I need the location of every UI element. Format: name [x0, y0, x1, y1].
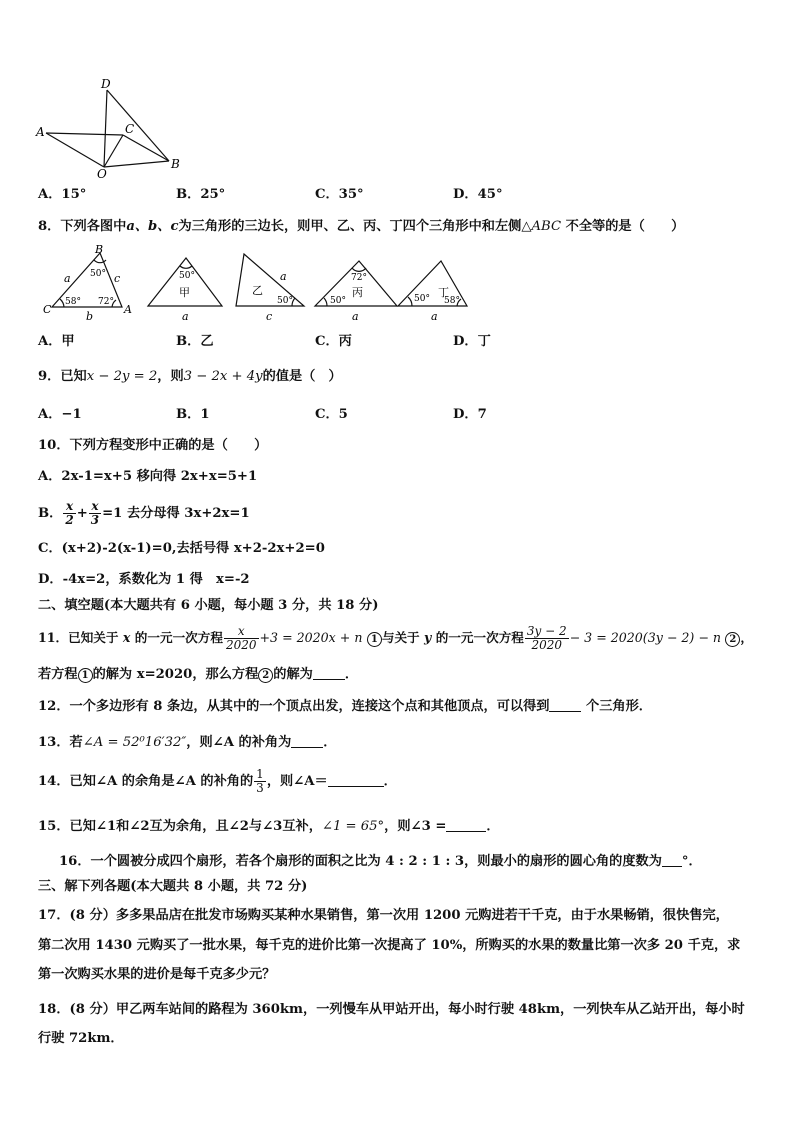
q11-v1: x — [122, 630, 131, 645]
q9-eq1: x − 2y = 2 — [86, 369, 158, 384]
q14 — [38, 764, 397, 800]
q10-option-d[interactable]: D．-4x=2，系数化为 1 得 x=-2 — [38, 572, 250, 587]
q13-post: ． — [323, 735, 337, 750]
q11-p7: ， — [740, 630, 753, 645]
q11-p4: 与关于 — [381, 630, 425, 645]
q11-p1: 11．已知关于 — [38, 630, 123, 645]
q14-frac-den: 3 — [256, 781, 264, 795]
jia-side: a — [182, 310, 189, 323]
q9-option-d[interactable]: D．7 — [453, 407, 487, 422]
q17-line2: 第二次用 1430 元购买了一批水果，每千克的进价比第一次提高了 10%，所购买的水果的数量比第一次多 20 千克，求 — [38, 938, 741, 953]
q15-mid: ，则∠3 = — [384, 819, 447, 834]
q12-post: 个三角形． — [581, 699, 652, 714]
ding-ang1: 50° — [414, 294, 430, 304]
jia-ang: 50° — [179, 271, 195, 281]
ding-ang2: 58° — [444, 296, 460, 306]
q9-eq2: 3 − 2x + 4y — [183, 369, 263, 384]
yi-side2: c — [266, 310, 273, 323]
abc-angC: 58° — [65, 297, 81, 307]
q9-option-a[interactable]: A．−1 — [38, 407, 82, 422]
q13-pre: 13．若 — [38, 735, 83, 750]
yi-name: 乙 — [252, 284, 263, 297]
q11-l2-circle-1: 1 — [78, 668, 93, 683]
q11-frac1-num: x — [224, 625, 259, 639]
q10-frac1-num: x — [63, 500, 75, 514]
q11-frac2 — [525, 625, 569, 652]
abc-angB: 50° — [90, 269, 106, 279]
q11-frac1-den: 2020 — [225, 638, 257, 652]
q9-option-b[interactable]: B．1 — [176, 407, 210, 422]
q15-post: ． — [486, 819, 500, 834]
q8-figures — [34, 244, 474, 324]
q8-stem — [38, 218, 684, 236]
label-A: A — [36, 125, 45, 139]
abc-a: a — [64, 272, 71, 285]
label-D: D — [101, 77, 111, 91]
q11-circle-1: 1 — [367, 632, 382, 647]
q11-l2d: 的解为 — [273, 667, 313, 682]
q10-frac1-den: 2 — [65, 513, 74, 527]
q11-p6: − 3 = 2020(3y − 2) − n — [569, 630, 721, 645]
label-B: B — [171, 157, 180, 171]
q14-post: ． — [383, 774, 397, 789]
q11-l2-circle-2: 2 — [258, 668, 273, 683]
q11-line1 — [38, 619, 753, 657]
q10-plus: + — [76, 506, 88, 521]
q7-figure — [30, 76, 190, 180]
ding-side: a — [431, 310, 438, 323]
q7-option-a[interactable]: A．15° — [38, 187, 87, 202]
q12-pre: 12．一个多边形有 8 条边，从其中的一个顶点出发，连接这个点和其他顶点，可以得到 — [38, 699, 550, 714]
bing-ang1: 72° — [351, 273, 367, 283]
abc-B: B — [95, 244, 104, 256]
q8-option-c[interactable]: C．丙 — [315, 334, 352, 349]
q11-p5: 的一元一次方程 — [431, 630, 524, 645]
q11-line2 — [38, 665, 358, 684]
label-O: O — [97, 167, 107, 180]
q11-v2: y — [424, 630, 432, 645]
bing-name: 丙 — [352, 286, 363, 299]
bing-side: a — [352, 310, 359, 323]
q14-answer-blank[interactable] — [328, 772, 384, 787]
q17-line1: 17．(8 分）多多果品店在批发市场购买某种水果销售，第一次用 1200 元购进若干千克，由于水果畅销，很快售完， — [38, 908, 729, 923]
q10-frac2-den: 3 — [90, 513, 100, 527]
q14-mid: ，则∠A＝ — [266, 774, 328, 789]
bing-ang2: 50° — [330, 296, 346, 306]
q8-option-b[interactable]: B．乙 — [176, 334, 214, 349]
q16-answer-blank[interactable] — [662, 852, 682, 867]
abc-A: A — [124, 303, 132, 316]
q13-expr: ∠A = 52⁰16′32″ — [82, 735, 187, 750]
ding-name: 丁 — [438, 286, 449, 299]
q8-stem-end: 不全等的是（ ） — [565, 219, 685, 234]
q16-pre: 16．一个圆被分成四个扇形，若各个扇形的面积之比为 4 : 2 : 1 : 3，则最小的扇形的圆心角的度数为 — [59, 854, 662, 869]
section-3-heading: 三、解下列各题(本大题共 8 小题，共 72 分) — [38, 879, 308, 894]
q15 — [38, 817, 500, 836]
q10-frac2-num: x — [89, 500, 101, 514]
section-2-heading: 二、填空题(本大题共有 6 小题，每小题 3 分，共 18 分) — [38, 598, 379, 613]
q9-mid: ，则 — [157, 369, 184, 384]
q10-option-b[interactable] — [38, 496, 250, 532]
q11-answer-blank[interactable] — [313, 665, 345, 680]
abc-c: c — [114, 272, 121, 285]
q10-stem: 10．下列方程变形中正确的是（ ） — [38, 438, 268, 453]
jia-name: 甲 — [179, 286, 190, 299]
q16-post: °． — [681, 854, 702, 869]
q7-option-c[interactable]: C．35° — [315, 187, 364, 202]
q13-answer-blank[interactable] — [291, 733, 323, 748]
q10-frac1 — [63, 500, 75, 527]
q18-line1: 18．(8 分）甲乙两车站间的路程为 360km，一列慢车从甲站开出，每小时行驶 48km，一列快车从乙站开出，每小时 — [38, 1002, 745, 1017]
q10-option-c[interactable]: C．(x+2)-2(x-1)=0,去括号得 x+2-2x+2=0 — [38, 541, 325, 556]
q8-stem-post: 为三角形的三边长，则甲、乙、丙、丁四个三角形中和左侧 — [178, 219, 522, 234]
q11-circle-2: 2 — [725, 632, 740, 647]
yi-side1: a — [280, 270, 287, 283]
q15-answer-blank[interactable] — [446, 817, 486, 832]
q9-pre: 9．已知 — [38, 369, 87, 384]
q7-option-b[interactable]: B．25° — [176, 187, 226, 202]
q12 — [38, 697, 652, 716]
q11-frac1 — [224, 625, 259, 652]
q11-p3: +3 = 2020x + n — [259, 630, 363, 645]
q7-option-d[interactable]: D．45° — [453, 187, 503, 202]
q8-stem-pre: 8．下列各图中 — [38, 219, 127, 234]
q9-option-c[interactable]: C．5 — [315, 407, 348, 422]
q16 — [59, 852, 702, 871]
q8-stem-vars: a、b、c — [126, 219, 179, 234]
q14-pre: 14．已知∠A 的余角是∠A 的补角的 — [38, 774, 254, 789]
q15-expr: ∠1 = 65° — [321, 819, 385, 834]
q9-post: 的值是（ ） — [262, 369, 342, 384]
abc-C: C — [43, 303, 52, 316]
q9-stem — [38, 368, 342, 386]
q17-line3: 第一次购买水果的进价是每千克多少元？ — [38, 967, 276, 982]
q18-line2: 行驶 72km． — [38, 1031, 124, 1046]
q8-stem-tri: △ABC — [521, 219, 562, 234]
yi-ang: 50° — [277, 296, 293, 306]
q15-pre: 15．已知∠1和∠2互为余角，且∠2与∠3互补， — [38, 819, 322, 834]
q8-option-a[interactable]: A．甲 — [38, 334, 75, 349]
q10-frac2 — [89, 500, 101, 527]
q14-frac-num: 1 — [256, 767, 264, 781]
q11-frac2-num: 3y − 2 — [526, 624, 567, 638]
q10-option-a[interactable]: A．2x-1=x+5 移向得 2x+x=5+1 — [38, 469, 258, 484]
q8-option-d[interactable]: D．丁 — [453, 334, 491, 349]
q13 — [38, 733, 336, 752]
q13-mid: ，则∠A 的补角为 — [186, 735, 292, 750]
label-C: C — [125, 122, 135, 136]
q10-optb-pre: B． — [38, 506, 63, 521]
abc-angA: 72° — [98, 297, 114, 307]
abc-b: b — [86, 310, 94, 323]
q10-optb-post: =1 去分母得 3x+2x=1 — [102, 506, 250, 521]
q14-frac — [254, 768, 266, 795]
q11-frac2-den: 2020 — [531, 638, 563, 652]
q11-l2b: 的解为 x=2020，那么方程 — [92, 667, 259, 682]
q12-answer-blank[interactable] — [549, 697, 581, 712]
q11-l2a: 若方程 — [38, 667, 78, 682]
q11-l2e: ． — [344, 667, 359, 682]
q11-p2: 的一元一次方程 — [130, 630, 223, 645]
